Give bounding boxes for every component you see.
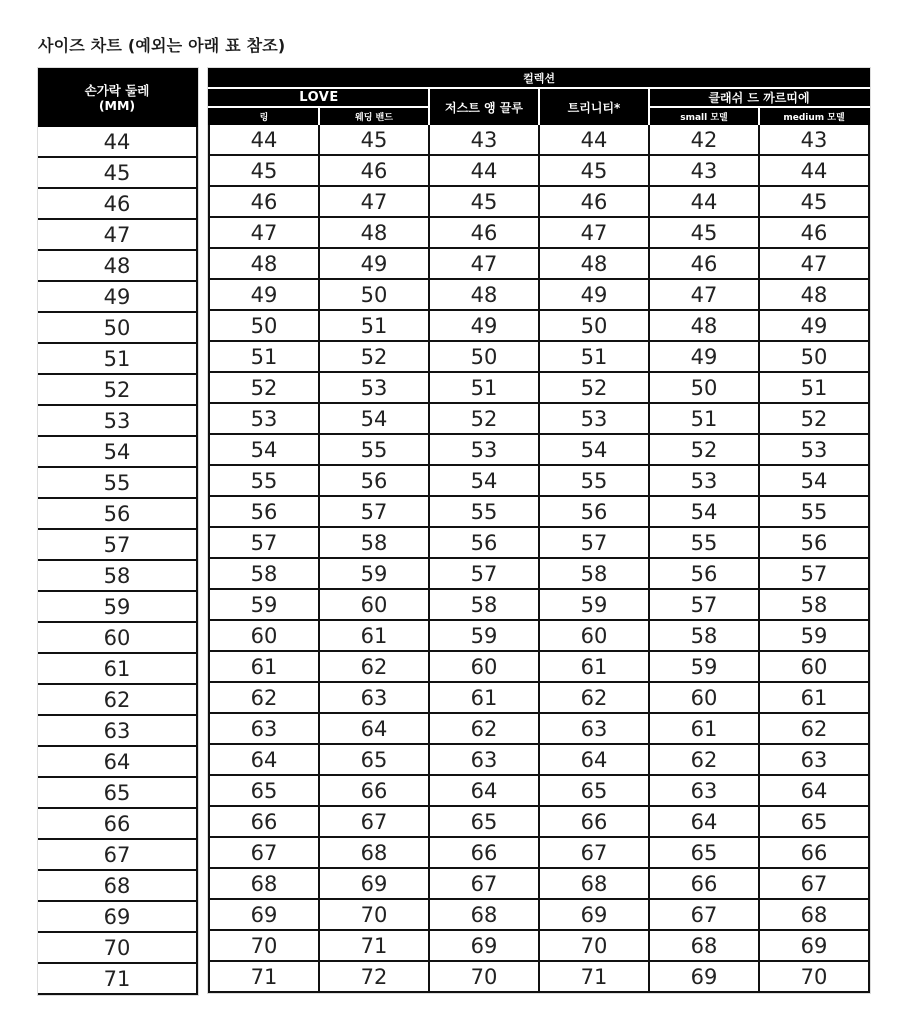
love-wedding-band-cell: 54: [319, 403, 429, 434]
juste-un-clou-cell: 53: [429, 434, 539, 465]
collection-size-row: [209, 558, 869, 589]
finger-mm-cell: 57: [38, 529, 197, 560]
collection-size-row: [209, 899, 869, 930]
trinity-cell: 50: [539, 310, 649, 341]
love-ring-cell: 48: [209, 248, 319, 279]
collection-header: 컬렉션: [209, 68, 869, 88]
juste-un-clou-cell: 68: [429, 899, 539, 930]
collection-size-row: [209, 217, 869, 248]
finger-mm-cell: 53: [38, 405, 197, 436]
love-wedding-band-cell: 60: [319, 589, 429, 620]
love-ring-cell: 67: [209, 837, 319, 868]
love-wedding-band-cell: 66: [319, 775, 429, 806]
page-title: 사이즈 차트 (예외는 아래 표 참조): [38, 36, 286, 55]
collection-size-row: [209, 806, 869, 837]
finger-mm-cell: 45: [38, 157, 197, 188]
clash-medium-cell: 61: [759, 682, 869, 713]
clash-medium-cell: 63: [759, 744, 869, 775]
clash-small-cell: 52: [649, 434, 759, 465]
clash-medium-cell: 53: [759, 434, 869, 465]
juste-un-clou-cell: 44: [429, 155, 539, 186]
love-ring-cell: 49: [209, 279, 319, 310]
trinity-cell: 54: [539, 434, 649, 465]
finger-size-row: [38, 188, 197, 219]
finger-mm-cell: 44: [38, 127, 197, 157]
love-wedding-band-cell: 56: [319, 465, 429, 496]
trinity-cell: 71: [539, 961, 649, 992]
juste-un-clou-cell: 46: [429, 217, 539, 248]
clash-small-cell: 55: [649, 527, 759, 558]
juste-un-clou-cell: 65: [429, 806, 539, 837]
juste-un-clou-cell: 60: [429, 651, 539, 682]
collection-size-row: [209, 434, 869, 465]
clash-medium-cell: 49: [759, 310, 869, 341]
clash-small-cell: 50: [649, 372, 759, 403]
finger-size-row: [38, 901, 197, 932]
finger-mm-cell: 67: [38, 839, 197, 870]
trinity-cell: 46: [539, 186, 649, 217]
love-ring-cell: 44: [209, 125, 319, 155]
juste-un-clou-cell: 43: [429, 125, 539, 155]
love-ring-cell: 51: [209, 341, 319, 372]
love-wedding-band-cell: 47: [319, 186, 429, 217]
finger-mm-cell: 64: [38, 746, 197, 777]
love-ring-cell: 62: [209, 682, 319, 713]
juste-un-clou-cell: 47: [429, 248, 539, 279]
clash-small-cell: 59: [649, 651, 759, 682]
love-ring-cell: 69: [209, 899, 319, 930]
trinity-cell: 49: [539, 279, 649, 310]
clash-medium-cell: 43: [759, 125, 869, 155]
love-ring-subheader: 링: [209, 107, 319, 125]
juste-un-clou-cell: 50: [429, 341, 539, 372]
clash-small-cell: 42: [649, 125, 759, 155]
juste-un-clou-cell: 69: [429, 930, 539, 961]
love-wedding-band-cell: 67: [319, 806, 429, 837]
clash-small-cell: 69: [649, 961, 759, 992]
finger-size-row: [38, 343, 197, 374]
finger-size-row: [38, 374, 197, 405]
finger-size-table: [38, 68, 198, 995]
collection-size-row: [209, 372, 869, 403]
love-wedding-band-cell: 71: [319, 930, 429, 961]
collection-size-row: [209, 403, 869, 434]
juste-un-clou-cell: 51: [429, 372, 539, 403]
collection-size-row: [209, 465, 869, 496]
clash-medium-cell: 69: [759, 930, 869, 961]
love-ring-cell: 59: [209, 589, 319, 620]
collection-size-row: [209, 930, 869, 961]
love-ring-cell: 68: [209, 868, 319, 899]
love-ring-cell: 57: [209, 527, 319, 558]
juste-un-clou-cell: 49: [429, 310, 539, 341]
collection-size-row: [209, 713, 869, 744]
clash-medium-cell: 44: [759, 155, 869, 186]
juste-un-clou-cell: 59: [429, 620, 539, 651]
love-ring-cell: 47: [209, 217, 319, 248]
collection-size-row: [209, 341, 869, 372]
finger-mm-cell: 49: [38, 281, 197, 312]
finger-size-row: [38, 467, 197, 498]
collection-size-row: [209, 837, 869, 868]
love-wedding-band-cell: 70: [319, 899, 429, 930]
love-wedding-band-cell: 72: [319, 961, 429, 992]
juste-un-clou-cell: 64: [429, 775, 539, 806]
love-ring-cell: 56: [209, 496, 319, 527]
love-ring-cell: 70: [209, 930, 319, 961]
love-wedding-band-cell: 59: [319, 558, 429, 589]
finger-size-row: [38, 808, 197, 839]
clash-small-cell: 63: [649, 775, 759, 806]
love-ring-cell: 60: [209, 620, 319, 651]
trinity-cell: 60: [539, 620, 649, 651]
juste-un-clou-header: 저스트 앵 끌루: [429, 88, 539, 125]
trinity-cell: 53: [539, 403, 649, 434]
love-ring-cell: 71: [209, 961, 319, 992]
clash-medium-subheader: medium 모델: [759, 107, 869, 125]
collection-size-row: [209, 775, 869, 806]
love-ring-cell: 63: [209, 713, 319, 744]
love-wedding-band-cell: 69: [319, 868, 429, 899]
love-group-header: LOVE: [209, 88, 429, 107]
finger-size-row: [38, 622, 197, 653]
love-ring-cell: 58: [209, 558, 319, 589]
juste-un-clou-cell: 58: [429, 589, 539, 620]
finger-mm-cell: 47: [38, 219, 197, 250]
finger-mm-cell: 60: [38, 622, 197, 653]
love-wedding-band-cell: 61: [319, 620, 429, 651]
finger-circumference-label: 손가락 둘레: [84, 82, 150, 98]
finger-size-row: [38, 560, 197, 591]
finger-size-row: [38, 219, 197, 250]
clash-small-cell: 61: [649, 713, 759, 744]
clash-small-cell: 62: [649, 744, 759, 775]
finger-size-row: [38, 746, 197, 777]
trinity-cell: 66: [539, 806, 649, 837]
clash-medium-cell: 58: [759, 589, 869, 620]
clash-small-cell: 56: [649, 558, 759, 589]
collection-size-row: [209, 961, 869, 992]
collection-size-row: [209, 589, 869, 620]
finger-size-row: [38, 250, 197, 281]
clash-small-cell: 48: [649, 310, 759, 341]
finger-mm-cell: 50: [38, 312, 197, 343]
love-wedding-band-cell: 57: [319, 496, 429, 527]
clash-medium-cell: 59: [759, 620, 869, 651]
juste-un-clou-cell: 48: [429, 279, 539, 310]
clash-medium-cell: 47: [759, 248, 869, 279]
love-wedding-band-cell: 52: [319, 341, 429, 372]
love-wedding-band-cell: 45: [319, 125, 429, 155]
finger-mm-cell: 69: [38, 901, 197, 932]
collection-size-row: [209, 155, 869, 186]
love-wedding-band-cell: 65: [319, 744, 429, 775]
finger-size-row: [38, 312, 197, 343]
clash-medium-cell: 65: [759, 806, 869, 837]
collection-size-row: [209, 682, 869, 713]
collection-size-row: [209, 125, 869, 155]
clash-small-cell: 68: [649, 930, 759, 961]
clash-medium-cell: 67: [759, 868, 869, 899]
love-wedding-band-cell: 62: [319, 651, 429, 682]
clash-small-cell: 45: [649, 217, 759, 248]
finger-size-row: [38, 932, 197, 963]
finger-mm-cell: 56: [38, 498, 197, 529]
juste-un-clou-cell: 66: [429, 837, 539, 868]
clash-small-cell: 60: [649, 682, 759, 713]
finger-mm-cell: 61: [38, 653, 197, 684]
clash-medium-cell: 55: [759, 496, 869, 527]
love-ring-cell: 66: [209, 806, 319, 837]
juste-un-clou-cell: 55: [429, 496, 539, 527]
trinity-cell: 70: [539, 930, 649, 961]
clash-medium-cell: 68: [759, 899, 869, 930]
clash-small-cell: 53: [649, 465, 759, 496]
finger-size-row: [38, 777, 197, 808]
trinity-cell: 67: [539, 837, 649, 868]
finger-mm-cell: 71: [38, 963, 197, 994]
love-ring-cell: 65: [209, 775, 319, 806]
finger-mm-cell: 51: [38, 343, 197, 374]
clash-small-cell: 58: [649, 620, 759, 651]
clash-small-cell: 65: [649, 837, 759, 868]
finger-mm-cell: 68: [38, 870, 197, 901]
collection-size-row: [209, 527, 869, 558]
finger-size-row: [38, 405, 197, 436]
finger-size-row: [38, 653, 197, 684]
trinity-cell: 44: [539, 125, 649, 155]
finger-size-row: [38, 870, 197, 901]
clash-small-cell: 47: [649, 279, 759, 310]
clash-medium-cell: 56: [759, 527, 869, 558]
trinity-cell: 51: [539, 341, 649, 372]
clash-small-cell: 46: [649, 248, 759, 279]
clash-medium-cell: 62: [759, 713, 869, 744]
finger-mm-cell: 59: [38, 591, 197, 622]
clash-small-cell: 43: [649, 155, 759, 186]
clash-medium-cell: 51: [759, 372, 869, 403]
finger-size-row: [38, 157, 197, 188]
juste-un-clou-cell: 70: [429, 961, 539, 992]
collection-size-row: [209, 310, 869, 341]
finger-size-row: [38, 436, 197, 467]
clash-medium-cell: 50: [759, 341, 869, 372]
clash-small-cell: 51: [649, 403, 759, 434]
finger-size-row: [38, 127, 197, 157]
clash-medium-cell: 54: [759, 465, 869, 496]
love-wedding-band-cell: 46: [319, 155, 429, 186]
juste-un-clou-cell: 52: [429, 403, 539, 434]
juste-un-clou-cell: 54: [429, 465, 539, 496]
trinity-cell: 61: [539, 651, 649, 682]
finger-mm-cell: 52: [38, 374, 197, 405]
clash-group-header: 클래쉬 드 까르띠에: [649, 88, 869, 107]
trinity-cell: 62: [539, 682, 649, 713]
collection-size-table: [208, 68, 870, 993]
finger-mm-cell: 62: [38, 684, 197, 715]
juste-un-clou-cell: 56: [429, 527, 539, 558]
clash-medium-cell: 57: [759, 558, 869, 589]
finger-mm-cell: 46: [38, 188, 197, 219]
trinity-cell: 59: [539, 589, 649, 620]
finger-size-row: [38, 529, 197, 560]
juste-un-clou-cell: 63: [429, 744, 539, 775]
love-wedding-band-cell: 55: [319, 434, 429, 465]
love-ring-cell: 61: [209, 651, 319, 682]
collection-size-row: [209, 868, 869, 899]
clash-medium-cell: 52: [759, 403, 869, 434]
trinity-cell: 52: [539, 372, 649, 403]
trinity-cell: 58: [539, 558, 649, 589]
clash-medium-cell: 70: [759, 961, 869, 992]
finger-size-row: [38, 839, 197, 870]
love-wedding-band-cell: 58: [319, 527, 429, 558]
trinity-cell: 63: [539, 713, 649, 744]
finger-circumference-unit: (MM): [98, 97, 136, 113]
trinity-cell: 47: [539, 217, 649, 248]
love-ring-cell: 50: [209, 310, 319, 341]
love-ring-cell: 46: [209, 186, 319, 217]
juste-un-clou-cell: 67: [429, 868, 539, 899]
collection-size-row: [209, 186, 869, 217]
finger-size-row: [38, 715, 197, 746]
clash-medium-cell: 64: [759, 775, 869, 806]
clash-medium-cell: 48: [759, 279, 869, 310]
finger-size-row: [38, 963, 197, 994]
love-wedding-band-subheader: 웨딩 밴드: [319, 107, 429, 125]
finger-mm-cell: 63: [38, 715, 197, 746]
trinity-cell: 68: [539, 868, 649, 899]
finger-size-body: [38, 127, 197, 994]
trinity-cell: 69: [539, 899, 649, 930]
finger-mm-cell: 54: [38, 436, 197, 467]
trinity-cell: 45: [539, 155, 649, 186]
collection-size-body: [209, 125, 869, 992]
love-wedding-band-cell: 53: [319, 372, 429, 403]
juste-un-clou-cell: 61: [429, 682, 539, 713]
finger-mm-cell: 58: [38, 560, 197, 591]
love-wedding-band-cell: 63: [319, 682, 429, 713]
finger-size-row: [38, 281, 197, 312]
finger-size-row: [38, 591, 197, 622]
finger-mm-cell: 65: [38, 777, 197, 808]
finger-mm-cell: 55: [38, 467, 197, 498]
finger-size-row: [38, 684, 197, 715]
love-wedding-band-cell: 51: [319, 310, 429, 341]
love-ring-cell: 52: [209, 372, 319, 403]
clash-small-cell: 67: [649, 899, 759, 930]
juste-un-clou-cell: 62: [429, 713, 539, 744]
love-wedding-band-cell: 49: [319, 248, 429, 279]
finger-size-row: [38, 498, 197, 529]
finger-mm-cell: 66: [38, 808, 197, 839]
love-ring-cell: 53: [209, 403, 319, 434]
collection-size-row: [209, 744, 869, 775]
collection-size-row: [209, 651, 869, 682]
love-ring-cell: 64: [209, 744, 319, 775]
clash-medium-cell: 60: [759, 651, 869, 682]
clash-small-cell: 64: [649, 806, 759, 837]
juste-un-clou-cell: 57: [429, 558, 539, 589]
clash-small-cell: 49: [649, 341, 759, 372]
trinity-cell: 64: [539, 744, 649, 775]
trinity-header: 트리니티*: [539, 88, 649, 125]
love-wedding-band-cell: 48: [319, 217, 429, 248]
love-ring-cell: 54: [209, 434, 319, 465]
trinity-cell: 55: [539, 465, 649, 496]
clash-medium-cell: 66: [759, 837, 869, 868]
clash-small-cell: 57: [649, 589, 759, 620]
clash-small-subheader: small 모델: [649, 107, 759, 125]
clash-medium-cell: 45: [759, 186, 869, 217]
finger-mm-cell: 70: [38, 932, 197, 963]
finger-mm-cell: 48: [38, 250, 197, 281]
collection-size-row: [209, 248, 869, 279]
clash-small-cell: 44: [649, 186, 759, 217]
love-wedding-band-cell: 68: [319, 837, 429, 868]
clash-small-cell: 66: [649, 868, 759, 899]
love-wedding-band-cell: 50: [319, 279, 429, 310]
clash-small-cell: 54: [649, 496, 759, 527]
juste-un-clou-cell: 45: [429, 186, 539, 217]
love-wedding-band-cell: 64: [319, 713, 429, 744]
collection-size-row: [209, 496, 869, 527]
collection-size-row: [209, 620, 869, 651]
trinity-cell: 65: [539, 775, 649, 806]
finger-circumference-header: [38, 68, 197, 127]
trinity-cell: 56: [539, 496, 649, 527]
trinity-cell: 48: [539, 248, 649, 279]
collection-size-row: [209, 279, 869, 310]
clash-medium-cell: 46: [759, 217, 869, 248]
love-ring-cell: 55: [209, 465, 319, 496]
love-ring-cell: 45: [209, 155, 319, 186]
trinity-cell: 57: [539, 527, 649, 558]
